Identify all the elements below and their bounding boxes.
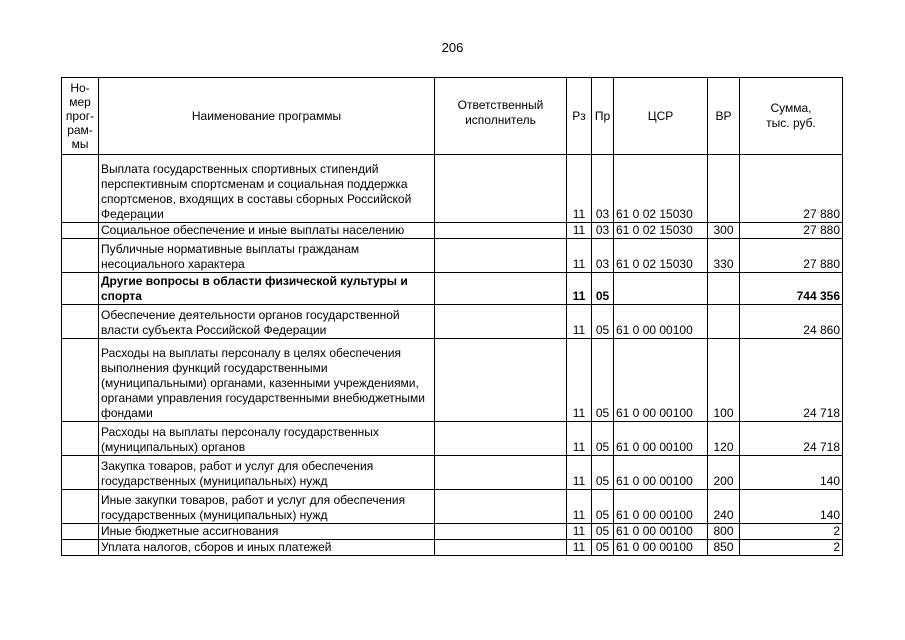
header-sum: Сумма, тыс. руб. bbox=[740, 78, 843, 155]
csr-cell: 61 0 02 15030 bbox=[614, 155, 708, 223]
rz-cell: 11 bbox=[567, 490, 592, 524]
sum-cell: 27 880 bbox=[740, 239, 843, 273]
pr-cell: 03 bbox=[592, 223, 614, 239]
program-number-cell bbox=[62, 223, 99, 239]
rz-cell: 11 bbox=[567, 239, 592, 273]
executor-cell bbox=[435, 239, 567, 273]
vr-cell: 240 bbox=[708, 490, 740, 524]
program-number-cell bbox=[62, 273, 99, 305]
sum-cell: 24 718 bbox=[740, 339, 843, 422]
program-name-cell: Выплата государственных спортивных стипендий перспективным спортсменам и социальная поддержка спортсменов, входящих в составы сборных Российской Федерации bbox=[99, 155, 435, 223]
pr-cell: 05 bbox=[592, 490, 614, 524]
executor-cell bbox=[435, 456, 567, 490]
csr-cell bbox=[614, 273, 708, 305]
pr-cell: 05 bbox=[592, 456, 614, 490]
program-name-cell: Иные закупки товаров, работ и услуг для обеспечения государственных (муниципальных) нужд bbox=[99, 490, 435, 524]
program-number-cell bbox=[62, 524, 99, 540]
program-number-cell bbox=[62, 339, 99, 422]
rz-cell: 11 bbox=[567, 273, 592, 305]
table-row bbox=[62, 456, 843, 490]
vr-cell bbox=[708, 273, 740, 305]
program-name-cell: Закупка товаров, работ и услуг для обеспечения государственных (муниципальных) нужд bbox=[99, 456, 435, 490]
table-row bbox=[62, 239, 843, 273]
rz-cell: 11 bbox=[567, 456, 592, 490]
budget-table bbox=[61, 77, 843, 556]
program-name-cell: Иные бюджетные ассигнования bbox=[99, 524, 435, 540]
header-vr: ВР bbox=[708, 78, 740, 155]
rz-cell: 11 bbox=[567, 155, 592, 223]
vr-cell: 330 bbox=[708, 239, 740, 273]
header-executor: Ответственный исполнитель bbox=[435, 78, 567, 155]
executor-cell bbox=[435, 223, 567, 239]
table-body bbox=[62, 155, 843, 556]
table-row bbox=[62, 524, 843, 540]
table-row bbox=[62, 273, 843, 305]
rz-cell: 11 bbox=[567, 339, 592, 422]
program-name-cell: Другие вопросы в области физической культуры и спорта bbox=[99, 273, 435, 305]
sum-cell: 2 bbox=[740, 524, 843, 540]
csr-cell: 61 0 00 00100 bbox=[614, 456, 708, 490]
table-row bbox=[62, 422, 843, 456]
csr-cell: 61 0 00 00100 bbox=[614, 524, 708, 540]
program-name-cell: Расходы на выплаты персоналу государственных (муниципальных) органов bbox=[99, 422, 435, 456]
pr-cell: 03 bbox=[592, 239, 614, 273]
vr-cell: 120 bbox=[708, 422, 740, 456]
executor-cell bbox=[435, 422, 567, 456]
program-name-cell: Публичные нормативные выплаты гражданам несоциального характера bbox=[99, 239, 435, 273]
rz-cell: 11 bbox=[567, 524, 592, 540]
rz-cell: 11 bbox=[567, 422, 592, 456]
csr-cell: 61 0 00 00100 bbox=[614, 540, 708, 556]
sum-cell: 27 880 bbox=[740, 223, 843, 239]
executor-cell bbox=[435, 273, 567, 305]
page-number: 206 bbox=[441, 40, 464, 55]
sum-cell: 2 bbox=[740, 540, 843, 556]
pr-cell: 05 bbox=[592, 422, 614, 456]
vr-cell: 800 bbox=[708, 524, 740, 540]
sum-cell: 140 bbox=[740, 456, 843, 490]
pr-cell: 05 bbox=[592, 540, 614, 556]
program-number-cell bbox=[62, 155, 99, 223]
header-program-name: Наименование программы bbox=[99, 78, 435, 155]
csr-cell: 61 0 00 00100 bbox=[614, 339, 708, 422]
vr-cell: 850 bbox=[708, 540, 740, 556]
executor-cell bbox=[435, 490, 567, 524]
rz-cell: 11 bbox=[567, 223, 592, 239]
header-rz: Рз bbox=[567, 78, 592, 155]
csr-cell: 61 0 00 00100 bbox=[614, 422, 708, 456]
vr-cell: 100 bbox=[708, 339, 740, 422]
pr-cell: 05 bbox=[592, 339, 614, 422]
table-row bbox=[62, 540, 843, 556]
program-name-cell: Социальное обеспечение и иные выплаты населению bbox=[99, 223, 435, 239]
sum-cell: 140 bbox=[740, 490, 843, 524]
sum-cell: 24 860 bbox=[740, 305, 843, 339]
program-number-cell bbox=[62, 422, 99, 456]
table-row bbox=[62, 223, 843, 239]
sum-cell: 27 880 bbox=[740, 155, 843, 223]
executor-cell bbox=[435, 540, 567, 556]
pr-cell: 05 bbox=[592, 273, 614, 305]
pr-cell: 03 bbox=[592, 155, 614, 223]
table-row bbox=[62, 490, 843, 524]
csr-cell: 61 0 02 15030 bbox=[614, 239, 708, 273]
program-number-cell bbox=[62, 239, 99, 273]
vr-cell: 300 bbox=[708, 223, 740, 239]
executor-cell bbox=[435, 305, 567, 339]
program-number-cell bbox=[62, 456, 99, 490]
executor-cell bbox=[435, 339, 567, 422]
header-program-number: Но- мер прог- рам- мы bbox=[62, 78, 99, 155]
table-row bbox=[62, 339, 843, 422]
program-name-cell: Уплата налогов, сборов и иных платежей bbox=[99, 540, 435, 556]
vr-cell bbox=[708, 305, 740, 339]
rz-cell: 11 bbox=[567, 540, 592, 556]
csr-cell: 61 0 02 15030 bbox=[614, 223, 708, 239]
sum-cell: 744 356 bbox=[740, 273, 843, 305]
header-csr: ЦСР bbox=[614, 78, 708, 155]
header-pr: Пр bbox=[592, 78, 614, 155]
csr-cell: 61 0 00 00100 bbox=[614, 305, 708, 339]
vr-cell: 200 bbox=[708, 456, 740, 490]
rz-cell: 11 bbox=[567, 305, 592, 339]
table-row bbox=[62, 305, 843, 339]
program-name-cell: Расходы на выплаты персоналу в целях обеспечения выполнения функций государственными (муниципальными) органами, казенными учреждениями, органами управления государственными внебюджетными фондами bbox=[99, 339, 435, 422]
executor-cell bbox=[435, 524, 567, 540]
pr-cell: 05 bbox=[592, 524, 614, 540]
table-header-row bbox=[62, 78, 843, 155]
vr-cell bbox=[708, 155, 740, 223]
pr-cell: 05 bbox=[592, 305, 614, 339]
sum-cell: 24 718 bbox=[740, 422, 843, 456]
csr-cell: 61 0 00 00100 bbox=[614, 490, 708, 524]
program-number-cell bbox=[62, 305, 99, 339]
program-number-cell bbox=[62, 540, 99, 556]
program-name-cell: Обеспечение деятельности органов государственной власти субъекта Российской Федерации bbox=[99, 305, 435, 339]
table-row bbox=[62, 155, 843, 223]
executor-cell bbox=[435, 155, 567, 223]
program-number-cell bbox=[62, 490, 99, 524]
